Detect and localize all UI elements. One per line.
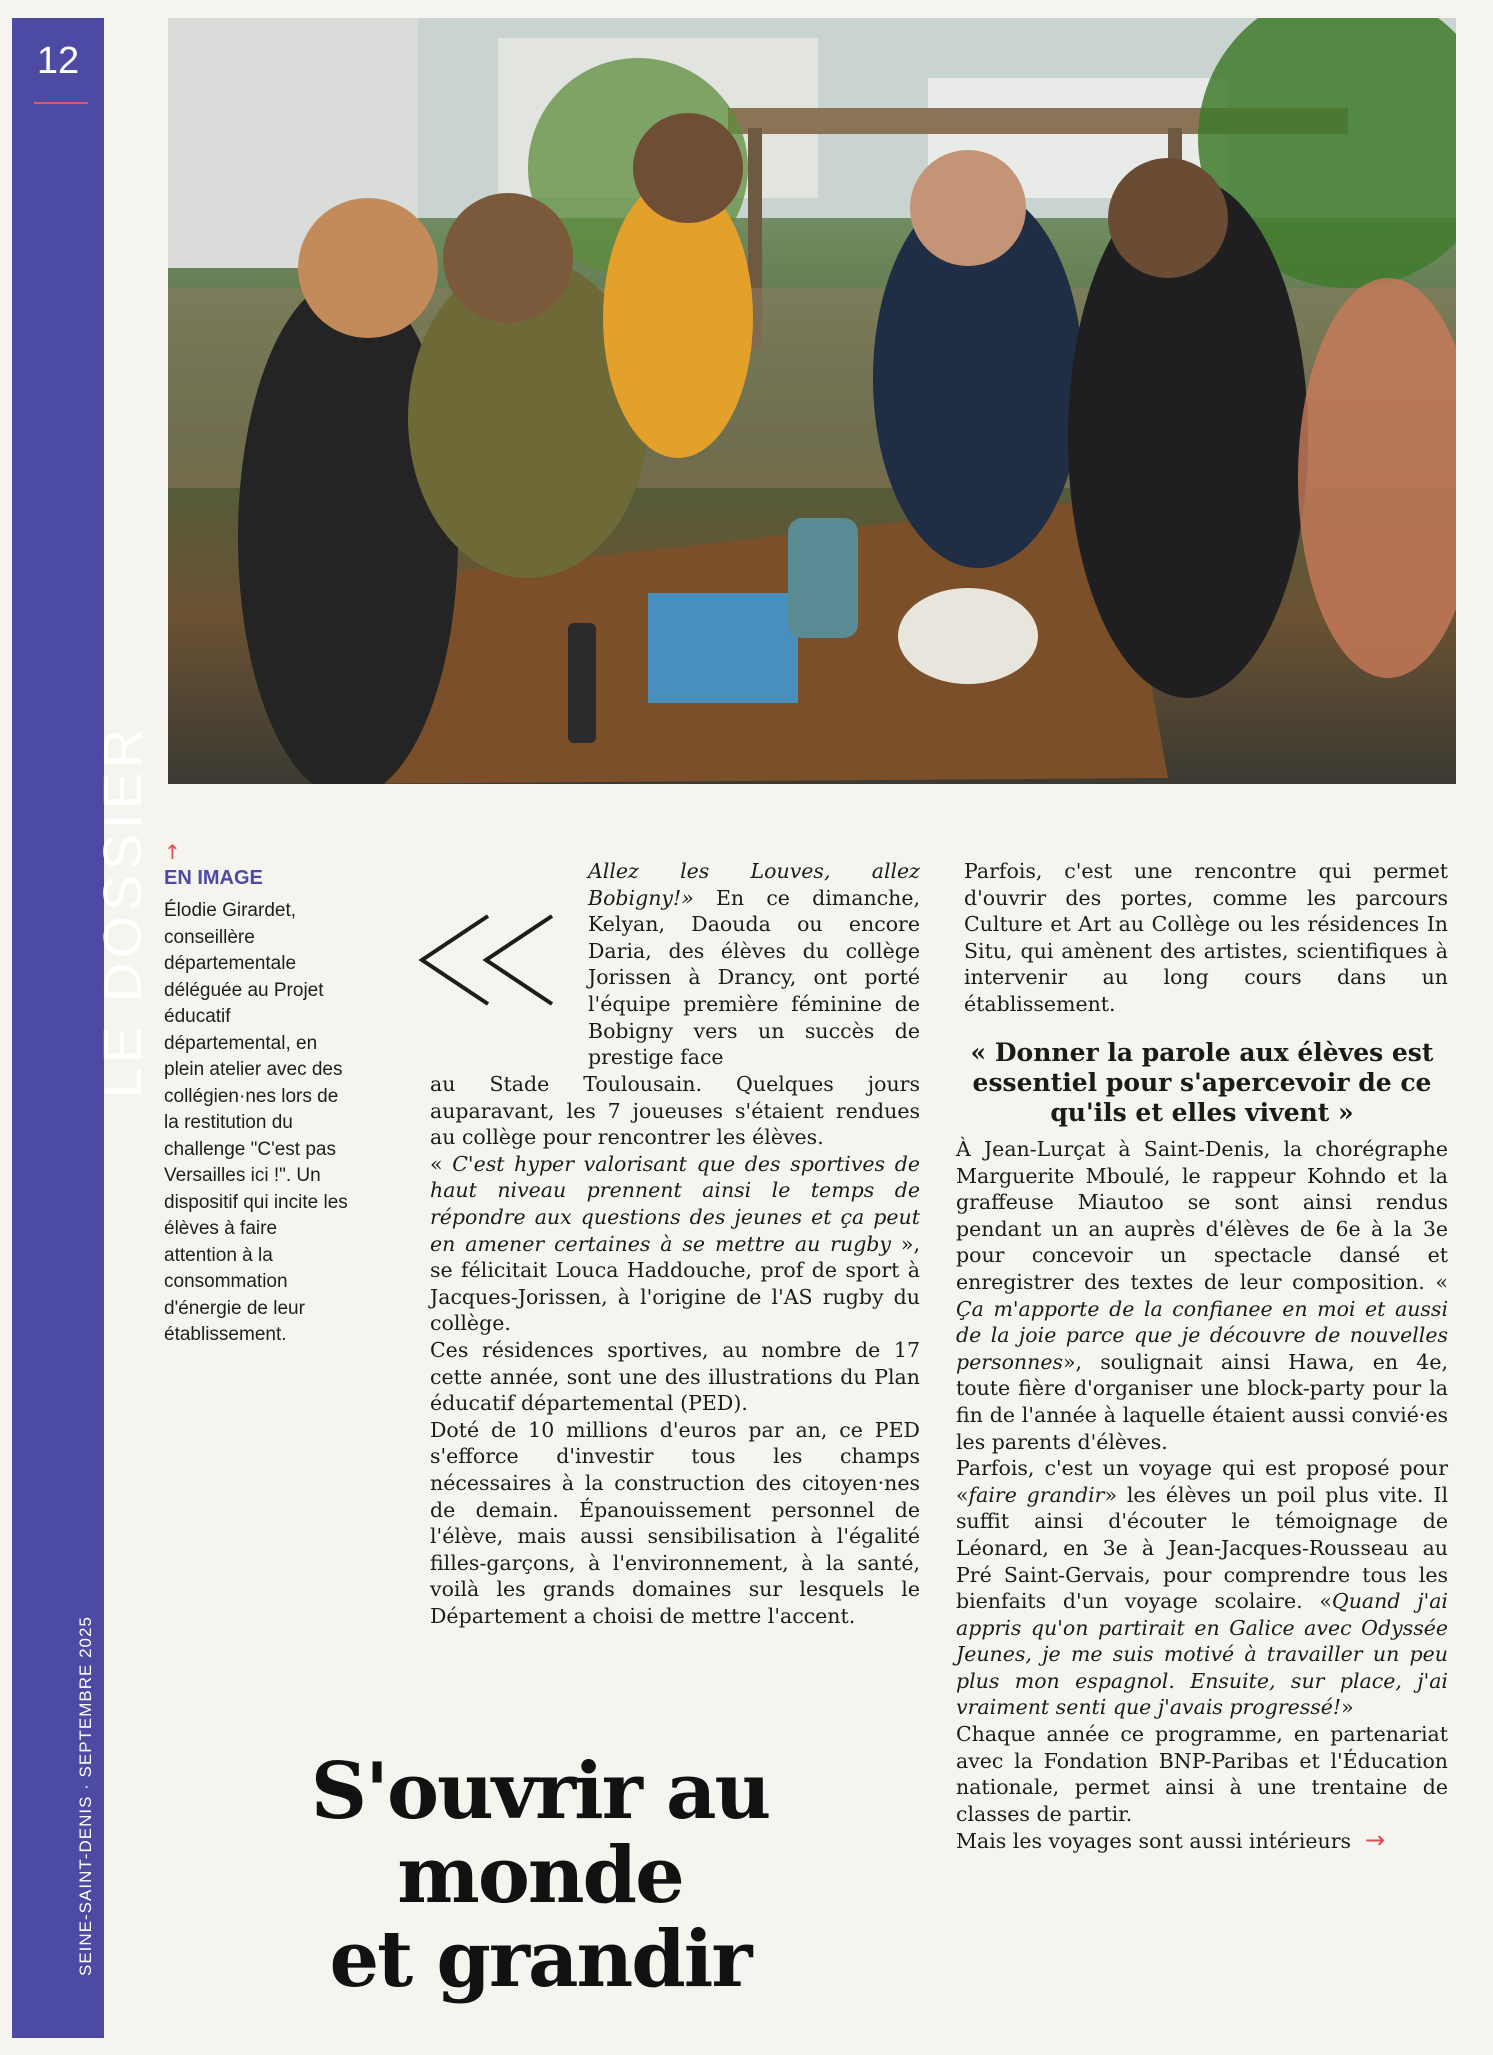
article-paragraph: Chaque année ce programme, en partenariat avec la Fondation BNP-Paribas et l'Éducation nationale, permet ainsi à une trentaine de classes de partir. (956, 1722, 1448, 1826)
quote-text: Ça m'apporte de la confianee en moi et aussi de la joie parce que je découvre de nouvelles personnes (956, 1296, 1448, 1374)
page-number: 12 (36, 40, 80, 82)
caption-title: EN IMAGE (164, 867, 263, 889)
page-number-rule (34, 102, 88, 104)
article-intro (588, 858, 920, 1071)
headline-line-2: et grandir (329, 1914, 751, 2005)
article-paragraph: Doté de 10 millions d'euros par an, ce PED s'efforce d'investir tous les champs nécessaires à la construction des citoyen·nes de demain. Épanouissement personnel de l'élève, mais aussi sensibilisation à l'égalité filles-garçons, à l'environnement, à la santé, voilà les grands domaines sur lesquels le Département a choisi de mettre l'accent. (430, 1417, 920, 1628)
intro-text: En ce dimanche, Kelyan, Daouda ou encore Daria, des élèves du collège Jorissen à Drancy, ont porté l'équipe première féminine de Bobigny vers un succès de prestige face (588, 885, 920, 1070)
article-paragraph: Parfois, c'est une rencontre qui permet d'ouvrir des portes, comme les parcours Culture et Art au Collège ou les résidences In Situ, qui amènent des artistes, scientifiques à intervenir au long cours dans un établissement. (964, 859, 1448, 1016)
headline-line-1: S'ouvrir au monde (310, 1746, 770, 1921)
article-right-intro (964, 858, 1448, 1018)
article-right-column (956, 1136, 1448, 1855)
quote-text: C'est hyper valorisant que des sportives de haut niveau prennent ainsi le temps de répondre aux questions des jeunes et ça peut en amener certaines à se mettre au rugby (430, 1151, 920, 1256)
opening-quote-icon (418, 912, 558, 1011)
article-paragraph: Ces résidences sportives, au nombre de 17 cette année, sont une des illustrations du Plan éducatif départemental (PED). (430, 1337, 920, 1416)
issue-label: SEINE-SAINT-DENIS · SEPTEMBRE 2025 (76, 1616, 95, 1976)
article-paragraph-quote: Parfois, c'est un voyage qui est proposé pour «faire grandir» les élèves un poil plus vite. Il suffit ainsi d'écouter le témoignage de Léonard, en 3e à Jean-Jacques-Rousseau au Pré Saint-Gervais, pour comprendre tous les bienfaits d'un voyage scolaire. «Quand j'ai appris qu'on partirait en Galice avec Odyssée Jeunes, je me suis motivé à travailler un peu plus mon espagnol. Ensuite, sur place, j'ai vraiment senti que j'avais progressé!» (956, 1456, 1449, 1720)
photo-students-workshop (168, 18, 1456, 784)
article-continue-line: Mais les voyages sont aussi intérieurs → (956, 1826, 1386, 1855)
arrow-right-icon: → (1365, 1826, 1386, 1855)
intro-quote: Allez les Louves, allez Bobigny!» (588, 859, 920, 910)
section-sidebar (12, 18, 153, 2038)
article-middle-column (430, 1071, 920, 1629)
section-title: LE DOSSIER (93, 723, 153, 1098)
article-headline (160, 1746, 920, 2005)
caption-body: Élodie Girardet, conseillère départementale déléguée au Projet éducatif départemental, en plein atelier avec des collégien·nes lors de la restitution du challenge "C'est pas Versailles ici !". Un dispositif qui incite les élèves à faire attention à la consommation d'énergie de leur établissement. (164, 900, 348, 1345)
quote-text: faire grandir (968, 1482, 1105, 1507)
pull-quote: « Donner la parole aux élèves est essentiel pour s'apercevoir de ce qu'ils et elles vivent » (970, 1038, 1434, 1127)
article-paragraph: au Stade Toulousain. Quelques jours auparavant, les 7 joueuses s'étaient rendues au collège pour rencontrer les élèves. (430, 1072, 920, 1150)
arrow-up-icon: ↑ (164, 840, 181, 864)
article-paragraph-quote: À Jean-Lurçat à Saint-Denis, la chorégraphe Marguerite Mboulé, le rappeur Kohndo et la graffeuse Miautoo se sont ainsi rendus pendant un an auprès d'élèves de 6e à la 3e pour concevoir un spectacle dansé et enregistrer des textes de leur composition. « Ça m'apporte de la confianee en moi et aussi de la joie parce que je découvre de nouvelles personnes», soulignait ainsi Hawa, en 4e, toute fière d'organiser une block-party pour la fin de l'année à laquelle étaient aussi convié·es les parents d'élèves. (956, 1137, 1448, 1454)
quote-text: Quand j'ai appris qu'on partirait en Galice avec Odyssée Jeunes, je me suis motivé à travailler un peu plus mon espagnol. Ensuite, sur place, j'ai vraiment senti que j'avais progressé! (956, 1589, 1448, 1720)
article-paragraph-quote: « C'est hyper valorisant que des sportives de haut niveau prennent ainsi le temps de répondre aux questions des jeunes et ça peut en amener certaines à se mettre au rugby », se félicitait Louca Haddouche, prof de sport à Jacques-Jorissen, à l'origine de l'AS rugby du collège. (430, 1151, 920, 1336)
photo-illustration (168, 18, 1456, 784)
